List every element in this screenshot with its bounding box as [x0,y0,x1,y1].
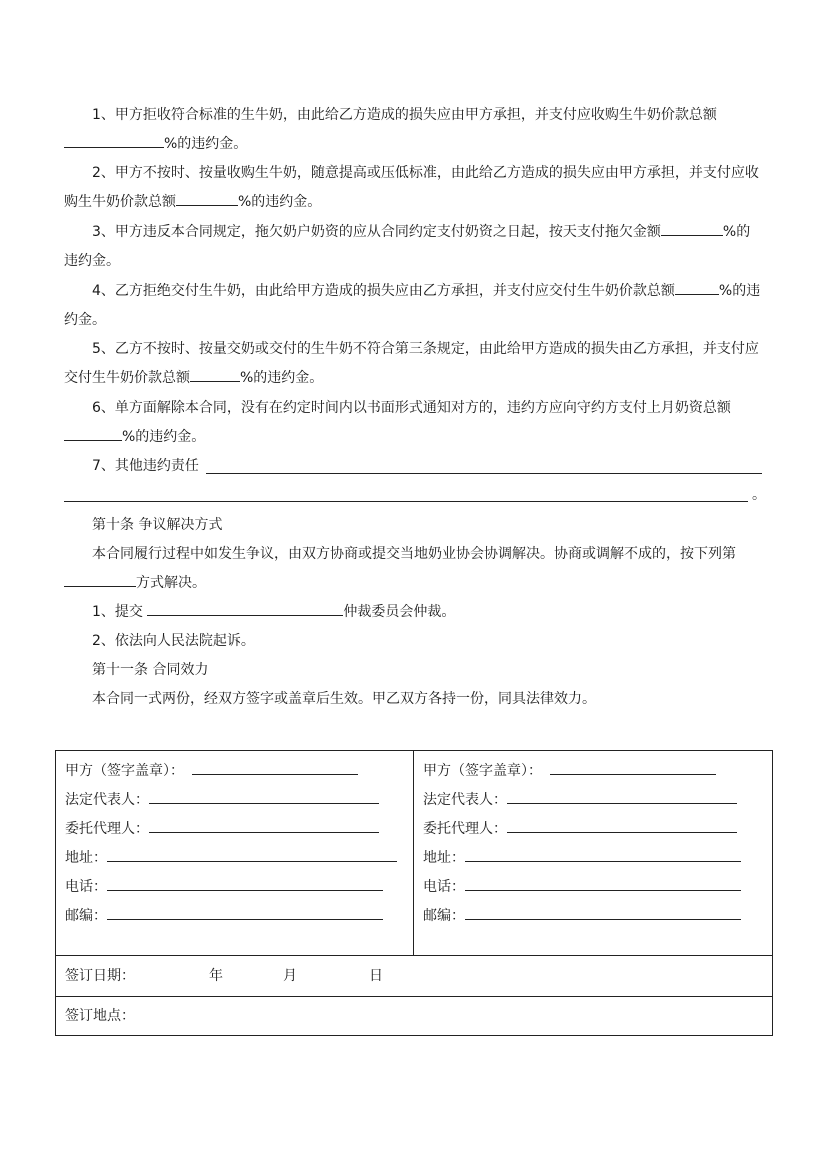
clause-2 [64,159,764,217]
signing-date-cell [56,956,773,997]
signing-date-year: 年 [209,968,223,984]
clause-6-text: 6、单方面解除本合同，没有在约定时间内以书面形式通知对方的，违约方应向守约方支付上月奶资总额 [92,400,731,416]
right-addr-row [423,844,772,873]
left-zip-label: 邮编： [65,908,107,924]
right-zip-label: 邮编： [423,908,465,924]
clause-2-text: 2、甲方不按时、按量收购生牛奶，随意提高或压低标准，由此给乙方造成的损失应由甲方承担，并支付应收购生牛奶价款总额 [64,165,759,210]
left-phone-label: 电话： [65,879,107,895]
right-zip-row [423,902,772,931]
signing-place-cell [56,997,773,1036]
clause-6-blank[interactable] [64,424,122,441]
clause-5-suffix: %的违约金。 [240,370,324,386]
left-zip-line[interactable] [107,905,383,920]
signature-table [55,750,773,1036]
right-party-signature-line[interactable] [550,760,716,775]
clause-1-blank[interactable] [64,131,164,148]
left-addr-line[interactable] [107,847,397,862]
clause-7 [64,452,764,481]
right-rep-row [423,786,772,815]
article-10-body-text: 本合同履行过程中如发生争议，由双方协商或提交当地奶业协会协调解决。协商或调解不成的，按下列第 [92,546,736,562]
right-agent-line[interactable] [507,818,737,833]
clause-3-blank[interactable] [661,219,723,236]
article-10-option-1 [64,598,764,627]
left-party-row [65,757,413,786]
clause-6-suffix: %的违约金。 [122,429,206,445]
right-party-label: 甲方（签字盖章）： [423,763,542,779]
signing-place-row[interactable] [56,997,772,1035]
clause-4-suffix: %的违约金。 [64,283,761,328]
clause-5-blank[interactable] [190,365,240,382]
clause-7-blank-line-2[interactable] [64,501,748,502]
left-agent-row [65,815,413,844]
article-11-title: 第十一条 合同效力 [92,662,209,678]
left-party-label: 甲方（签字盖章）： [65,763,184,779]
right-party-row [423,757,772,786]
party-right-cell [414,751,773,956]
clause-5-text: 5、乙方不按时、按量交奶或交付的生牛奶不符合第三条规定，由此给甲方造成的损失由乙方承担，并支付应交付生牛奶价款总额 [64,341,759,386]
left-party-signature-line[interactable] [192,760,358,775]
article-10-option-2: 2、依法向人民法院起诉。 [92,633,255,649]
option-1-suffix: 仲裁委员会仲裁。 [343,604,456,620]
article-10-body-suffix: 方式解决。 [136,575,206,591]
left-rep-line[interactable] [149,789,379,804]
clause-2-suffix: %的违约金。 [238,194,322,210]
clause-5 [64,335,764,393]
party-left-cell [56,751,414,956]
article-10-option-blank[interactable] [64,570,136,587]
clause-4-blank[interactable] [675,278,719,295]
left-phone-row [65,873,413,902]
right-agent-row [423,815,772,844]
arbitration-committee-blank[interactable] [147,599,343,616]
left-agent-line[interactable] [149,818,379,833]
left-rep-label: 法定代表人： [65,792,149,808]
clause-7-blank-line-1[interactable] [206,473,762,474]
right-agent-label: 委托代理人： [423,821,507,837]
left-addr-label: 地址： [65,850,107,866]
clause-3-suffix: %的违约金。 [64,224,751,269]
right-rep-line[interactable] [507,789,737,804]
signing-place-label: 签订地点： [65,1008,135,1024]
clause-1 [64,101,764,159]
clause-6 [64,394,764,452]
signing-date-label: 签订日期： [65,968,135,984]
clause-3 [64,218,764,276]
right-phone-label: 电话： [423,879,465,895]
clause-7-label: 7、其他违约责任 [92,458,199,474]
left-addr-row [65,844,413,873]
right-addr-label: 地址： [423,850,465,866]
signing-date-day: 日 [369,968,383,984]
left-agent-label: 委托代理人： [65,821,149,837]
clause-4 [64,277,764,335]
article-10-body [64,540,764,598]
signing-date-row[interactable] [56,956,772,996]
clause-1-text: 1、甲方拒收符合标准的生牛奶，由此给乙方造成的损失应由甲方承担，并支付应收购生牛奶价款总额 [92,107,717,123]
article-10-title: 第十条 争议解决方式 [92,517,223,533]
left-zip-row [65,902,413,931]
signing-date-month: 月 [283,968,297,984]
article-11-body: 本合同一式两份，经双方签字或盖章后生效。甲乙双方各持一份，同具法律效力。 [92,691,596,707]
clause-3-text: 3、甲方违反本合同规定，拖欠奶户奶资的应从合同约定支付奶资之日起，按天支付拖欠金额 [92,224,661,240]
left-rep-row [65,786,413,815]
option-1-text: 1、提交 [92,604,148,620]
left-phone-line[interactable] [107,876,383,891]
right-zip-line[interactable] [465,905,741,920]
right-phone-line[interactable] [465,876,741,891]
clause-1-suffix: %的违约金。 [164,136,248,152]
clause-2-blank[interactable] [176,189,238,206]
right-rep-label: 法定代表人： [423,792,507,808]
right-addr-line[interactable] [465,847,741,862]
right-phone-row [423,873,772,902]
clause-4-text: 4、乙方拒绝交付生牛奶，由此给甲方造成的损失应由乙方承担，并支付应交付生牛奶价款总额 [92,283,675,299]
clause-7-end: 。 [752,487,766,503]
